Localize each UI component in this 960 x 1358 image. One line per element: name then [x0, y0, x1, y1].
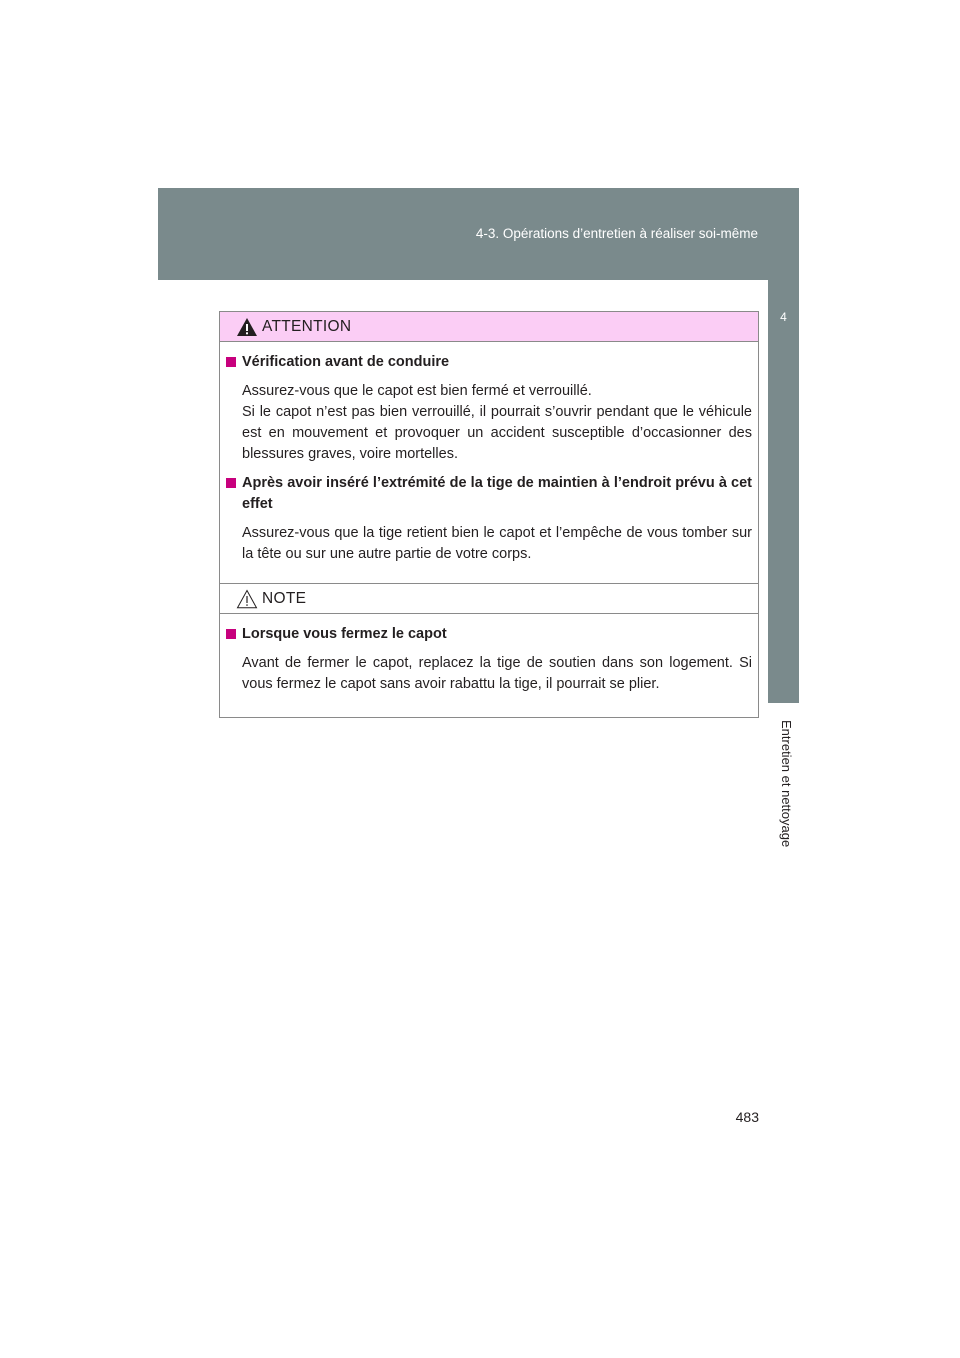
chapter-number: 4: [780, 310, 787, 324]
attention-box: [219, 311, 759, 588]
page-number: 483: [735, 1109, 759, 1125]
chapter-label: Entretien et nettoyage: [779, 720, 794, 848]
item-heading: Vérification avant de conduire: [224, 352, 752, 373]
section-title: 4-3. Opérations d’entretien à réaliser soi-même: [475, 226, 758, 241]
square-bullet-icon: [226, 629, 236, 639]
item-heading: Après avoir inséré l’extrémité de la tige de maintien à l’endroit prévu à cet effet: [224, 473, 752, 515]
square-bullet-icon: [226, 357, 236, 367]
note-title: NOTE: [262, 590, 307, 607]
attention-header: [220, 312, 758, 342]
square-bullet-icon: [226, 478, 236, 488]
item-text: Avant de fermer le capot, replacez la tige de soutien dans son logement. Si vous fermez le capot sans avoir rabattu la tige, il pourrait se plier.: [242, 655, 752, 692]
attention-item: [224, 352, 752, 465]
warning-icon: [236, 317, 258, 337]
attention-title: ATTENTION: [262, 318, 352, 335]
note-item: [224, 624, 752, 695]
header-band: [158, 188, 799, 280]
note-box: [219, 583, 759, 718]
note-header: [220, 584, 758, 614]
attention-item: [224, 473, 752, 565]
item-text: Assurez-vous que le capot est bien fermé et verrouillé. Si le capot n’est pas bien verrouillé, il pourrait s’ouvrir pendant que le véhicule est en mouvement et provoquer un accident susceptible d’occasionner des blessures graves, voire mortelles.: [242, 383, 752, 462]
chapter-tab: [768, 280, 799, 703]
caution-outline-icon: [236, 589, 258, 609]
item-heading: Lorsque vous fermez le capot: [224, 624, 752, 645]
item-text: Assurez-vous que la tige retient bien le capot et l’empêche de vous tomber sur la tête ou sur une autre partie de votre corps.: [242, 525, 752, 562]
